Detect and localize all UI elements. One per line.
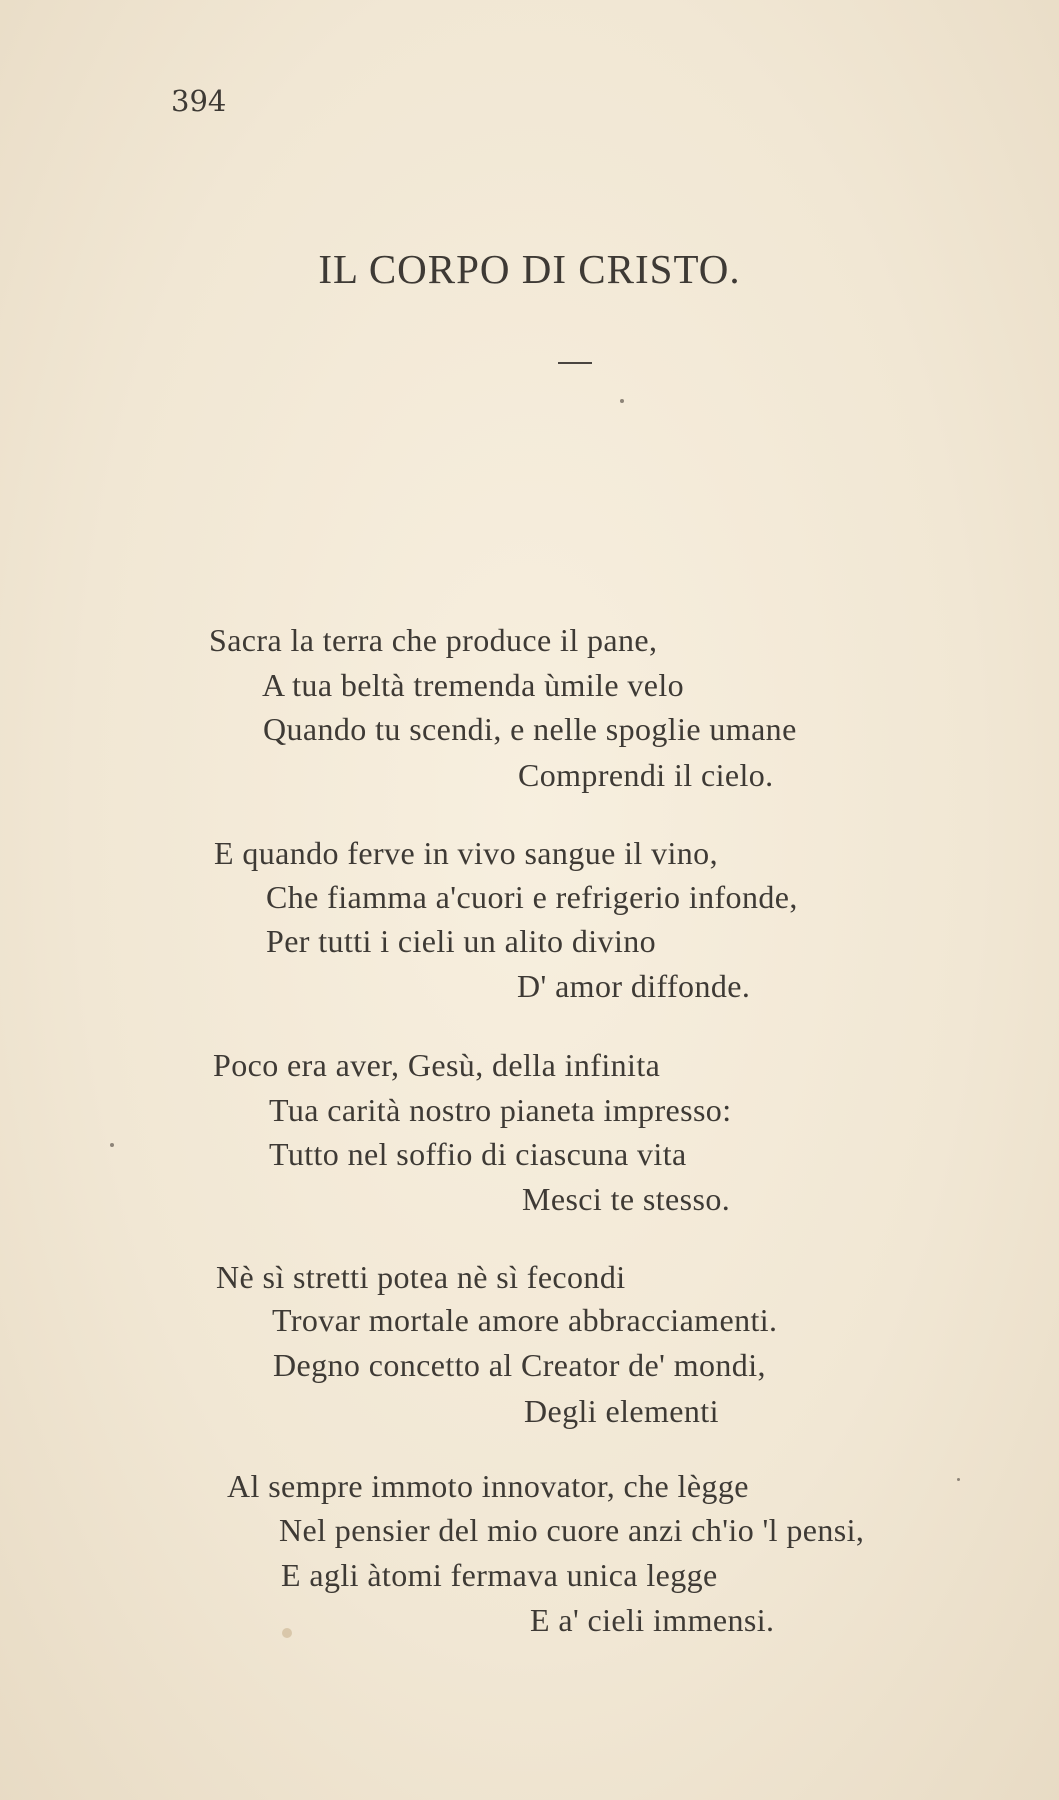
- poem-line: E a' cieli immensi.: [530, 1602, 775, 1638]
- poem-line: E agli àtomi fermava unica legge: [281, 1557, 718, 1593]
- ink-speck: [282, 1628, 292, 1638]
- poem-line: Nel pensier del mio cuore anzi ch'io 'l pensi,: [279, 1512, 865, 1548]
- poem-line: Sacra la terra che produce il pane,: [209, 622, 658, 658]
- poem-line: Tua carità nostro pianeta impresso:: [269, 1092, 732, 1128]
- poem-line: Poco era aver, Gesù, della infinita: [213, 1047, 661, 1083]
- poem-line: Degli elementi: [524, 1393, 719, 1429]
- page-number: 394: [171, 84, 227, 118]
- poem-line: A tua beltà tremenda ùmile velo: [262, 667, 685, 703]
- poem-line: Nè sì stretti potea nè sì fecondi: [216, 1259, 626, 1295]
- poem-line: Degno concetto al Creator de' mondi,: [273, 1347, 766, 1383]
- ink-speck: [957, 1478, 960, 1481]
- poem-line: Che fiamma a'cuori e refrigerio infonde,: [266, 879, 798, 915]
- ink-speck: [620, 399, 624, 403]
- poem-line: Mesci te stesso.: [522, 1181, 731, 1217]
- title-divider: [558, 362, 592, 364]
- poem-line: Per tutti i cieli un alito divino: [266, 923, 657, 959]
- poem-line: Trovar mortale amore abbracciamenti.: [272, 1302, 778, 1338]
- poem-line: Al sempre immoto innovator, che lègge: [227, 1468, 749, 1504]
- poem-line: Comprendi il cielo.: [518, 757, 774, 793]
- poem-line: Quando tu scendi, e nelle spoglie umane: [263, 711, 797, 747]
- poem-line: E quando ferve in vivo sangue il vino,: [214, 835, 718, 871]
- poem-line: D' amor diffonde.: [517, 968, 751, 1004]
- ink-speck: [110, 1143, 114, 1147]
- poem-title: IL CORPO DI CRISTO.: [318, 246, 741, 292]
- poem-line: Tutto nel soffio di ciascuna vita: [269, 1136, 687, 1172]
